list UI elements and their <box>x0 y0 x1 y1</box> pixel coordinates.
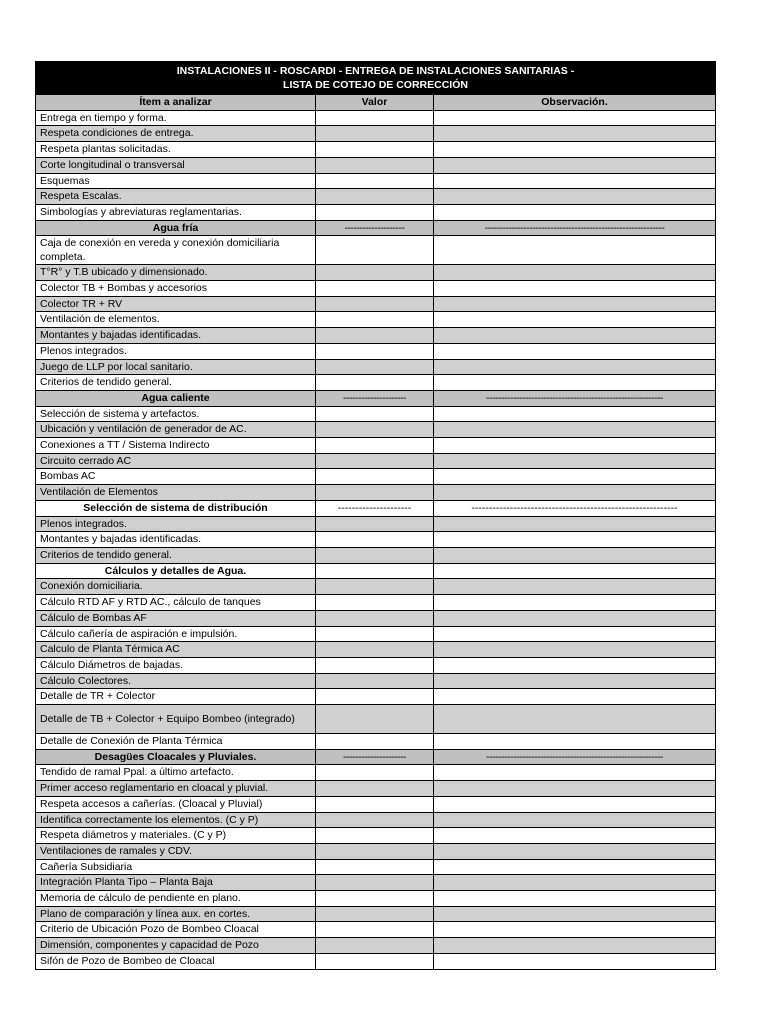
value-cell[interactable] <box>316 843 434 859</box>
observation-cell[interactable] <box>434 781 716 797</box>
checklist-table <box>35 61 716 970</box>
observation-cell[interactable] <box>434 689 716 705</box>
checklist-row <box>36 610 716 626</box>
value-cell[interactable] <box>316 265 434 281</box>
observation-cell[interactable] <box>434 875 716 891</box>
item-label: Detalle de Conexión de Planta Térmica <box>36 734 316 750</box>
checklist-row <box>36 359 716 375</box>
checklist-row <box>36 516 716 532</box>
value-cell[interactable] <box>316 610 434 626</box>
section-value-dashes: --------------------- <box>316 749 434 765</box>
checklist-row <box>36 173 716 189</box>
item-label: Detalle de TB + Colector + Equipo Bombeo (integrado) <box>36 705 316 734</box>
item-label: Respeta accesos a cañerías. (Cloacal y Pluvial) <box>36 796 316 812</box>
observation-cell[interactable] <box>434 110 716 126</box>
value-cell[interactable] <box>316 281 434 297</box>
checklist-row <box>36 626 716 642</box>
checklist-row <box>36 689 716 705</box>
item-label: Respeta Escalas. <box>36 189 316 205</box>
value-cell[interactable] <box>316 453 434 469</box>
value-cell[interactable] <box>316 142 434 158</box>
item-label: Integración Planta Tipo – Planta Baja <box>36 875 316 891</box>
checklist-row <box>36 781 716 797</box>
observation-cell[interactable] <box>434 765 716 781</box>
observation-cell[interactable] <box>434 126 716 142</box>
header-observation: Observación. <box>434 95 716 111</box>
value-cell[interactable] <box>316 204 434 220</box>
section-row <box>36 390 716 406</box>
value-cell[interactable] <box>316 296 434 312</box>
observation-cell[interactable] <box>434 453 716 469</box>
section-title: Cálculos y detalles de Agua. <box>36 563 316 579</box>
item-label: Criterio de Ubicación Pozo de Bombeo Cloacal <box>36 922 316 938</box>
observation-cell[interactable] <box>434 657 716 673</box>
value-cell[interactable] <box>316 579 434 595</box>
item-label: Conexiones a TT / Sistema Indirecto <box>36 438 316 454</box>
value-cell[interactable] <box>316 875 434 891</box>
observation-cell[interactable] <box>434 579 716 595</box>
checklist-row <box>36 438 716 454</box>
item-label: Ventilación de elementos. <box>36 312 316 328</box>
value-cell[interactable] <box>316 657 434 673</box>
section-row <box>36 563 716 579</box>
section-observation-dashes <box>434 563 716 579</box>
observation-cell[interactable] <box>434 532 716 548</box>
item-label: Ubicación y ventilación de generador de AC. <box>36 422 316 438</box>
checklist-row <box>36 765 716 781</box>
checklist-row <box>36 812 716 828</box>
item-label: Criterios de tendido general. <box>36 375 316 391</box>
checklist-row <box>36 485 716 501</box>
observation-cell[interactable] <box>434 422 716 438</box>
item-label: Criterios de tendido general. <box>36 547 316 563</box>
value-cell[interactable] <box>316 705 434 734</box>
value-cell[interactable] <box>316 173 434 189</box>
checklist-row <box>36 157 716 173</box>
section-row <box>36 500 716 516</box>
value-cell[interactable] <box>316 812 434 828</box>
observation-cell[interactable] <box>434 828 716 844</box>
checklist-row <box>36 281 716 297</box>
checklist-row <box>36 142 716 158</box>
item-label: Calculo de Planta Térmica AC <box>36 642 316 658</box>
observation-cell[interactable] <box>434 343 716 359</box>
value-cell[interactable] <box>316 312 434 328</box>
item-label: Plenos integrados. <box>36 343 316 359</box>
item-label: Sifón de Pozo de Bombeo de Cloacal <box>36 953 316 969</box>
item-label: Juego de LLP por local sanitario. <box>36 359 316 375</box>
observation-cell[interactable] <box>434 516 716 532</box>
item-label: Caja de conexión en vereda y conexión domiciliaria completa. <box>36 236 316 265</box>
observation-cell[interactable] <box>434 142 716 158</box>
checklist-row <box>36 204 716 220</box>
checklist-row <box>36 406 716 422</box>
observation-cell[interactable] <box>434 189 716 205</box>
observation-cell[interactable] <box>434 734 716 750</box>
observation-cell[interactable] <box>434 438 716 454</box>
item-label: Respeta plantas solicitadas. <box>36 142 316 158</box>
observation-cell[interactable] <box>434 265 716 281</box>
item-label: Respeta diámetros y materiales. (C y P) <box>36 828 316 844</box>
title-line-2: LISTA DE COTEJO DE CORRECCIÓN <box>283 79 468 91</box>
checklist-row <box>36 579 716 595</box>
observation-cell[interactable] <box>434 312 716 328</box>
observation-cell[interactable] <box>434 328 716 344</box>
observation-cell[interactable] <box>434 359 716 375</box>
item-label: Tendido de ramal Ppal. a último artefacto. <box>36 765 316 781</box>
item-label: Cálculo cañería de aspiración e impulsión. <box>36 626 316 642</box>
checklist-row <box>36 734 716 750</box>
checklist-row <box>36 875 716 891</box>
item-label: Respeta condiciones de entrega. <box>36 126 316 142</box>
checklist-row <box>36 843 716 859</box>
section-value-dashes: --------------------- <box>316 390 434 406</box>
item-label: Selección de sistema y artefactos. <box>36 406 316 422</box>
item-label: Montantes y bajadas identificadas. <box>36 328 316 344</box>
item-label: Simbologías y abreviaturas reglamentarias. <box>36 204 316 220</box>
item-label: Cañería Subsidiaria <box>36 859 316 875</box>
value-cell[interactable] <box>316 328 434 344</box>
value-cell[interactable] <box>316 343 434 359</box>
value-cell[interactable] <box>316 673 434 689</box>
value-cell[interactable] <box>316 734 434 750</box>
section-row <box>36 220 716 236</box>
item-label: T°R° y T.B ubicado y dimensionado. <box>36 265 316 281</box>
checklist-row <box>36 236 716 265</box>
checklist-row <box>36 328 716 344</box>
value-cell[interactable] <box>316 906 434 922</box>
value-cell[interactable] <box>316 485 434 501</box>
checklist-row <box>36 126 716 142</box>
observation-cell[interactable] <box>434 626 716 642</box>
checklist-row <box>36 828 716 844</box>
checklist-row <box>36 469 716 485</box>
item-label: Entrega en tiempo y forma. <box>36 110 316 126</box>
checklist-row <box>36 296 716 312</box>
item-label: Memoria de cálculo de pendiente en plano. <box>36 891 316 907</box>
value-cell[interactable] <box>316 532 434 548</box>
checklist-row <box>36 595 716 611</box>
value-cell[interactable] <box>316 406 434 422</box>
value-cell[interactable] <box>316 359 434 375</box>
checklist-row <box>36 859 716 875</box>
value-cell[interactable] <box>316 953 434 969</box>
value-cell[interactable] <box>316 157 434 173</box>
value-cell[interactable] <box>316 236 434 265</box>
item-label: Colector TB + Bombas y accesorios <box>36 281 316 297</box>
checklist-row <box>36 189 716 205</box>
item-label: Circuito cerrado AC <box>36 453 316 469</box>
item-label: Ventilación de Elementos <box>36 485 316 501</box>
item-label: Esquemas <box>36 173 316 189</box>
item-label: Cálculo de Bombas AF <box>36 610 316 626</box>
checklist-row <box>36 343 716 359</box>
value-cell[interactable] <box>316 110 434 126</box>
value-cell[interactable] <box>316 126 434 142</box>
observation-cell[interactable] <box>434 204 716 220</box>
value-cell[interactable] <box>316 438 434 454</box>
section-title: Selección de sistema de distribución <box>36 500 316 516</box>
checklist-row <box>36 422 716 438</box>
value-cell[interactable] <box>316 469 434 485</box>
checklist-row <box>36 922 716 938</box>
observation-cell[interactable] <box>434 673 716 689</box>
value-cell[interactable] <box>316 375 434 391</box>
section-value-dashes: -------------------- <box>316 220 434 236</box>
observation-cell[interactable] <box>434 375 716 391</box>
value-cell[interactable] <box>316 922 434 938</box>
value-cell[interactable] <box>316 516 434 532</box>
checklist-row <box>36 796 716 812</box>
section-observation-dashes: ----------------------------------------------------------- <box>434 749 716 765</box>
observation-cell[interactable] <box>434 281 716 297</box>
header-item: Ítem a analizar <box>36 95 316 111</box>
value-cell[interactable] <box>316 781 434 797</box>
item-label: Dimensión, componentes y capacidad de Pozo <box>36 938 316 954</box>
section-title: Agua fría <box>36 220 316 236</box>
value-cell[interactable] <box>316 891 434 907</box>
value-cell[interactable] <box>316 547 434 563</box>
item-label: Plenos integrados. <box>36 516 316 532</box>
item-label: Corte longitudinal o transversal <box>36 157 316 173</box>
item-label: Ventilaciones de ramales y CDV. <box>36 843 316 859</box>
item-label: Montantes y bajadas identificadas. <box>36 532 316 548</box>
document-title <box>36 62 716 95</box>
value-cell[interactable] <box>316 938 434 954</box>
observation-cell[interactable] <box>434 705 716 734</box>
observation-cell[interactable] <box>434 173 716 189</box>
section-observation-dashes: ------------------------------------------------------------ <box>434 220 716 236</box>
observation-cell[interactable] <box>434 796 716 812</box>
observation-cell[interactable] <box>434 406 716 422</box>
value-cell[interactable] <box>316 765 434 781</box>
checklist-row <box>36 657 716 673</box>
observation-cell[interactable] <box>434 859 716 875</box>
observation-cell[interactable] <box>434 642 716 658</box>
value-cell[interactable] <box>316 189 434 205</box>
observation-cell[interactable] <box>434 843 716 859</box>
title-row <box>36 62 716 95</box>
checklist-row <box>36 953 716 969</box>
observation-cell[interactable] <box>434 938 716 954</box>
observation-cell[interactable] <box>434 922 716 938</box>
checklist-row <box>36 312 716 328</box>
section-row <box>36 749 716 765</box>
item-label: Detalle de TR + Colector <box>36 689 316 705</box>
item-label: Colector TR + RV <box>36 296 316 312</box>
value-cell[interactable] <box>316 689 434 705</box>
observation-cell[interactable] <box>434 485 716 501</box>
item-label: Cálculo Diámetros de bajadas. <box>36 657 316 673</box>
item-label: Cálculo RTD AF y RTD AC., cálculo de tanques <box>36 595 316 611</box>
observation-cell[interactable] <box>434 547 716 563</box>
observation-cell[interactable] <box>434 157 716 173</box>
section-title: Desagües Cloacales y Pluviales. <box>36 749 316 765</box>
header-row <box>36 95 716 111</box>
item-label: Identifica correctamente los elementos. (C y P) <box>36 812 316 828</box>
checklist-row <box>36 705 716 734</box>
value-cell[interactable] <box>316 828 434 844</box>
item-label: Bombas AC <box>36 469 316 485</box>
value-cell[interactable] <box>316 796 434 812</box>
value-cell[interactable] <box>316 422 434 438</box>
value-cell[interactable] <box>316 642 434 658</box>
section-value-dashes: --------------------- <box>316 500 434 516</box>
item-label: Primer acceso reglamentario en cloacal y pluvial. <box>36 781 316 797</box>
section-observation-dashes: ----------------------------------------------------------- <box>434 500 716 516</box>
item-label: Conexión domiciliaria. <box>36 579 316 595</box>
observation-cell[interactable] <box>434 906 716 922</box>
checklist-row <box>36 453 716 469</box>
checklist-row <box>36 547 716 563</box>
section-title: Agua caliente <box>36 390 316 406</box>
item-label: Cálculo Colectores. <box>36 673 316 689</box>
checklist-row <box>36 375 716 391</box>
section-value-dashes <box>316 563 434 579</box>
observation-cell[interactable] <box>434 812 716 828</box>
checklist-row <box>36 642 716 658</box>
observation-cell[interactable] <box>434 953 716 969</box>
item-label: Plano de comparación y línea aux. en cortes. <box>36 906 316 922</box>
title-line-1: INSTALACIONES II - ROSCARDI - ENTREGA DE INSTALACIONES SANITARIAS - <box>176 65 575 77</box>
observation-cell[interactable] <box>434 469 716 485</box>
checklist-row <box>36 532 716 548</box>
checklist-row <box>36 265 716 281</box>
section-observation-dashes: ----------------------------------------------------------- <box>434 390 716 406</box>
checklist-row <box>36 891 716 907</box>
checklist-row <box>36 110 716 126</box>
value-cell[interactable] <box>316 859 434 875</box>
observation-cell[interactable] <box>434 595 716 611</box>
observation-cell[interactable] <box>434 296 716 312</box>
checklist-row <box>36 938 716 954</box>
value-cell[interactable] <box>316 626 434 642</box>
observation-cell[interactable] <box>434 891 716 907</box>
observation-cell[interactable] <box>434 236 716 265</box>
checklist-row <box>36 673 716 689</box>
value-cell[interactable] <box>316 595 434 611</box>
header-value: Valor <box>316 95 434 111</box>
observation-cell[interactable] <box>434 610 716 626</box>
checklist-row <box>36 906 716 922</box>
